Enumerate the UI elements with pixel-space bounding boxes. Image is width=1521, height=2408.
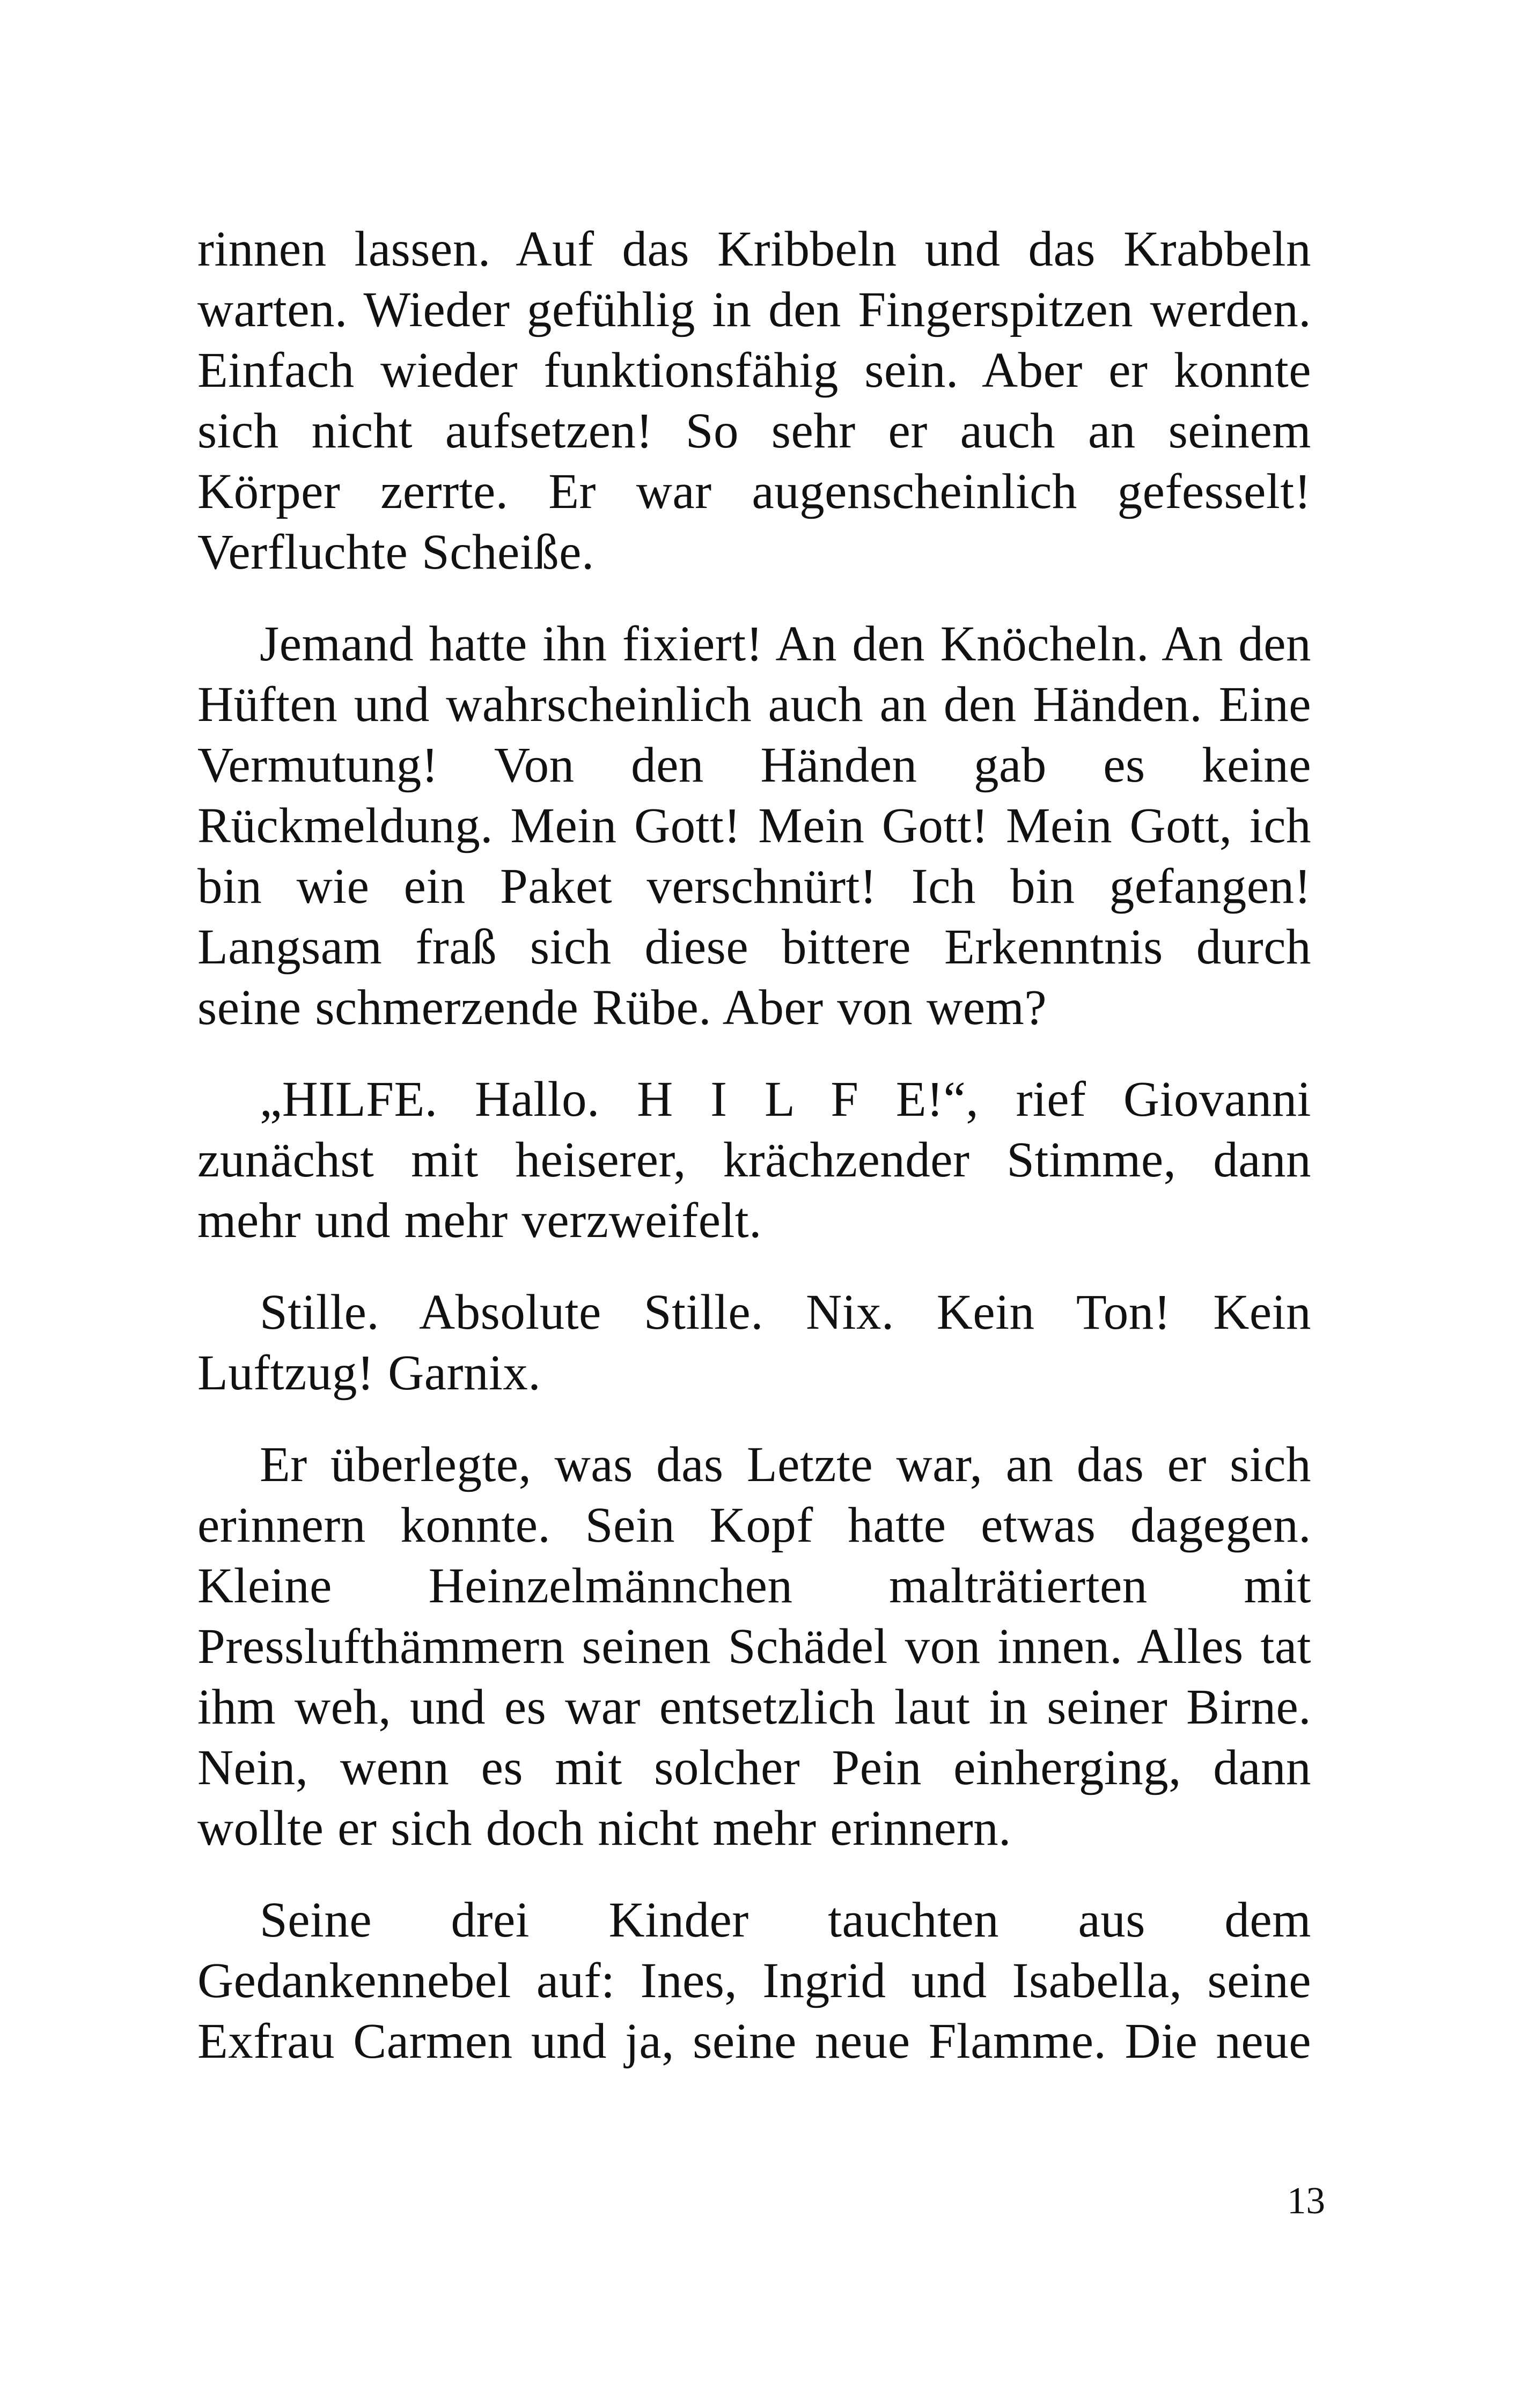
paragraph-1: rinnen lassen. Auf das Kribbeln und das Krabbeln warten. Wieder gefühlig in den Fingerspitzen werden. Einfach wieder funktionsfähig sein. Aber er konnte sich nicht aufsetzen! So sehr er auch an seinem Körper zerrte. Er war augenscheinlich gefesselt! Verfluchte Scheiße. (197, 222, 1311, 580)
page-number: 13 (1287, 2180, 1325, 2222)
paragraph-5: Er überlegte, was das Letzte war, an das er sich erinnern konnte. Sein Kopf hatte etwas dagegen. Kleine Heinzelmännchen malträtierten mit Presslufthämmern seinen Schädel von innen. Alles tat ihm weh, und es war entsetzlich laut in seiner Birne. Nein, wenn es mit solcher Pein einherging, dann wollte er sich doch nicht mehr erinnern. (197, 1437, 1311, 1856)
paragraph-3: „HILFE. Hallo. H I L F E!“, rief Giovanni zunächst mit heiserer, krächzender Stimme, dann mehr und mehr verzweifelt. (197, 1072, 1311, 1248)
paragraph-6: Seine drei Kinder tauchten aus dem Gedankennebel auf: Ines, Ingrid und Isabella, seine Exfrau Carmen und ja, seine neue Flamme. Die neue (197, 1892, 1311, 2069)
paragraph-4: Stille. Absolute Stille. Nix. Kein Ton! Kein Luftzug! Garnix. (197, 1285, 1311, 1401)
body-text (197, 219, 1311, 2103)
paragraph-2: Jemand hatte ihn fixiert! An den Knöcheln. An den Hüften und wahrscheinlich auch an den Händen. Eine Vermutung! Von den Händen gab es keine Rückmeldung. Mein Gott! Mein Gott! Mein Gott, ich bin wie ein Paket verschnürt! Ich bin gefangen! Langsam fraß sich diese bittere Erkenntnis durch seine schmerzende Rübe. Aber von wem? (197, 616, 1311, 1035)
